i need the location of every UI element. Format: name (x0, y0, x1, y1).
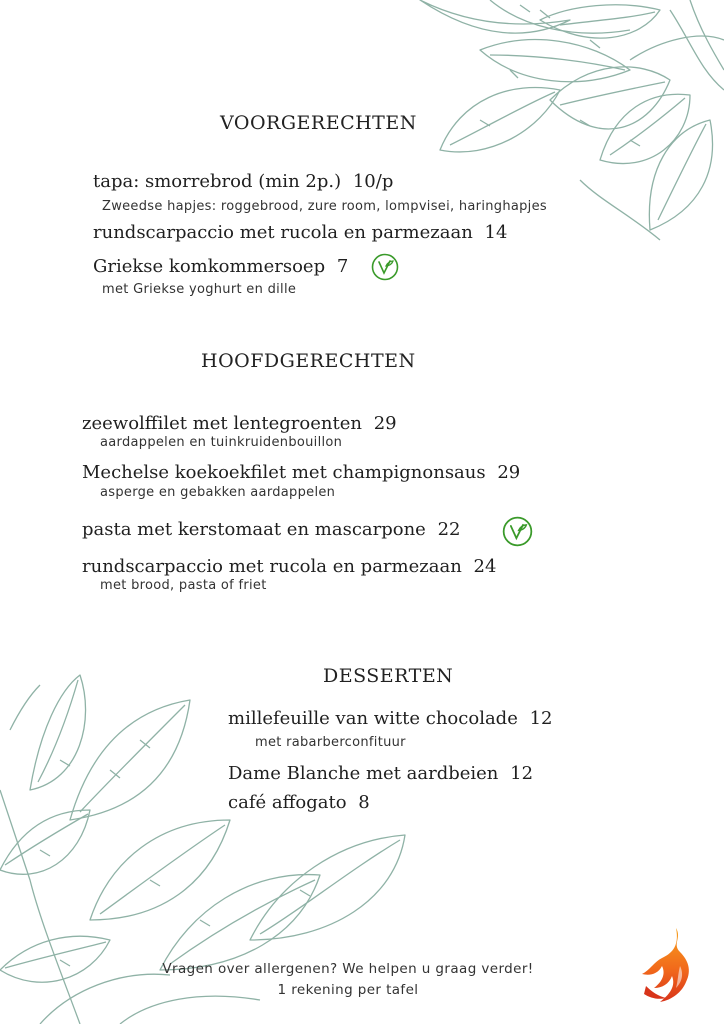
item-price: 29 (497, 462, 521, 483)
menu-item (82, 462, 520, 483)
menu-item (82, 413, 397, 434)
item-name: tapa: smorrebrod (min 2p.) (93, 171, 342, 192)
menu-item (228, 708, 553, 729)
vegetarian-leaf-icon (502, 516, 533, 547)
item-price: 29 (373, 413, 397, 434)
item-description: asperge en gebakken aardappelen (100, 485, 336, 500)
item-name: café affogato (228, 792, 347, 813)
item-price: 24 (473, 556, 497, 577)
item-price: 12 (510, 763, 534, 784)
item-price: 14 (484, 222, 508, 243)
menu-item (82, 556, 496, 577)
item-name: Mechelse koekoekfilet met champignonsaus (82, 462, 486, 483)
menu-item (228, 792, 370, 813)
section-title-starters: VOORGERECHTEN (220, 112, 417, 134)
section-title-mains: HOOFDGERECHTEN (201, 350, 416, 372)
menu-item (93, 256, 348, 277)
item-name: zeewolffilet met lentegroenten (82, 413, 362, 434)
item-price: 22 (437, 519, 461, 540)
item-price: 12 (529, 708, 553, 729)
item-description: met rabarberconfituur (255, 735, 406, 750)
item-name: rundscarpaccio met rucola en parmezaan (82, 556, 462, 577)
item-name: pasta met kerstomaat en mascarpone (82, 519, 426, 540)
flame-logo (636, 926, 698, 1006)
item-price: 10/p (352, 171, 394, 192)
item-name: Griekse komkommersoep (93, 256, 326, 277)
item-price: 7 (336, 256, 349, 277)
item-description: aardappelen en tuinkruidenbouillon (100, 435, 343, 450)
menu-item (228, 763, 533, 784)
allergen-notice: Vragen over allergenen? We helpen u graag verder! (162, 961, 534, 977)
item-name: rundscarpaccio met rucola en parmezaan (93, 222, 473, 243)
item-description: met Griekse yoghurt en dille (102, 282, 297, 297)
item-description: met brood, pasta of friet (100, 578, 267, 593)
item-description: Zweedse hapjes: roggebrood, zure room, lompvisei, haringhapjes (102, 199, 547, 214)
item-price: 8 (358, 792, 370, 813)
billing-notice: 1 rekening per tafel (277, 982, 419, 998)
item-name: Dame Blanche met aardbeien (228, 763, 499, 784)
vegetarian-leaf-icon (371, 253, 399, 281)
item-name: millefeuille van witte chocolade (228, 708, 518, 729)
menu-item (93, 222, 507, 243)
menu-item (82, 519, 460, 540)
menu-item (93, 171, 393, 192)
section-title-desserts: DESSERTEN (323, 665, 454, 687)
